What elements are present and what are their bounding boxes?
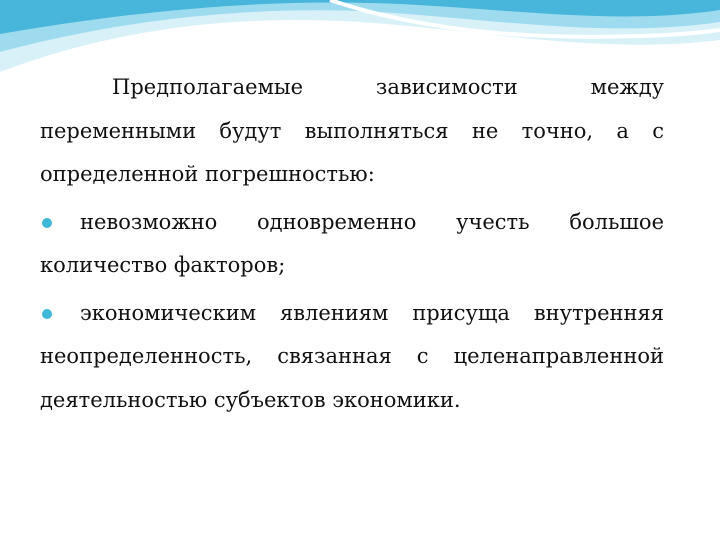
bullet-dot-icon	[42, 218, 52, 228]
bullet-text: экономическим явлениям присуща внутренняя неопределенность, связанная с целенаправленной деятельностью субъектов экономики.	[40, 300, 664, 412]
bullet-item-factors	[40, 201, 664, 288]
intro-paragraph: Предполагаемые зависимости между переменными будут выполняться не точно, а с определенной погрешностью:	[40, 75, 664, 186]
bullet-item-uncertainty	[40, 292, 664, 423]
slide-body	[40, 66, 664, 422]
bullet-text: невозможно одновременно учесть большое количество факторов;	[40, 209, 664, 277]
bullet-dot-icon	[42, 309, 52, 319]
